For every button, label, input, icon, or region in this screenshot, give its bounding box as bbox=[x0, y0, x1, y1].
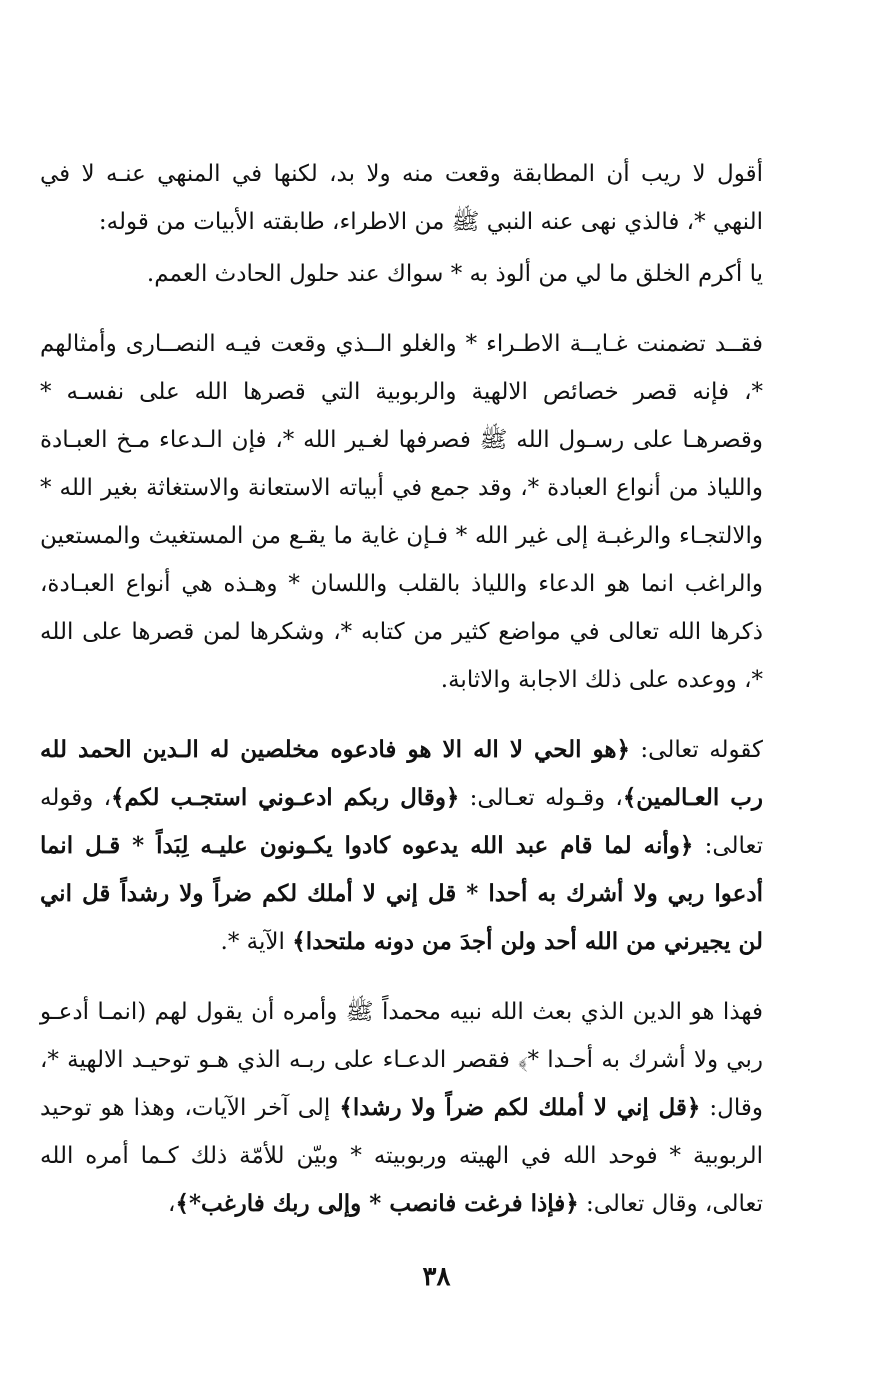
page-number: ٣٨ bbox=[422, 1262, 451, 1292]
quran-quote-1: ﴿هو الحي لا اله الا هو فادعوه مخلصين له الـدين الحمد لله رب العـالمين﴾ bbox=[40, 736, 763, 811]
paragraph-3 bbox=[40, 726, 763, 966]
paragraph-3-mid-2: ، وقوله تعالى: bbox=[40, 785, 764, 859]
poem-verse bbox=[40, 250, 763, 298]
paragraph-2 bbox=[40, 320, 763, 704]
poem-verse-text: يا أكرم الخلق ما لي من ألوذ به * سواك عند حلول الحادث العمم. bbox=[146, 261, 763, 287]
quran-quote-3: ﴿وأنه لما قام عبد الله يدعوه كادوا يكـونون عليـه لِبَداً * قـل انما أدعوا ربي ولا أشرك به أحدا * قل إني لا أملك لكم ضراً ولا رشداً قل اني لن يجيرني من الله أحد ولن أجدَ من دونه ملتحدا﴾ bbox=[40, 832, 763, 955]
paragraph-4-text-b: إلى آخر الآيات، وهذا هو توحيد الربوبية * فوحد الله في الهيته وربوبيته * وبيّن للأمّة ذلك كـما أمره الله تعالى، وقال تعالى: bbox=[40, 1095, 763, 1217]
quran-quote-2: ﴿وقال ربكم ادعـوني استجـب لكم﴾ bbox=[111, 784, 460, 811]
paragraph-4 bbox=[40, 988, 763, 1228]
paragraph-1-text: أقول لا ريب أن المطابقة وقعت منه ولا بد، لكنها في المنهي عنـه لا في النهي *، فالذي نهى عنه النبي ﷺ من الاطراء، طابقته الأبيات من قوله: bbox=[40, 161, 763, 235]
paragraph-4-text-a: فهذا هو الدين الذي بعث الله نبيه محمداً ﷺ وأمره أن يقول لهم (انمـا أدعـو ربي ولا أشرك به أحـدا *﴾ فقصر الدعـاء على ربـه الذي هـو توحيـد الالهية *، وقال: bbox=[40, 999, 763, 1121]
paragraph-3-mid-1: ، وقـوله تعـالى: bbox=[469, 785, 623, 811]
quran-quote-5: ﴿فإذا فرغت فانصب * وإلى ربك فارغب*﴾ bbox=[175, 1190, 579, 1217]
paragraph-2-text: فقــد تضمنت غـايــة الاطـراء * والغلو الــذي وقعت فيـه النصــارى وأمثالهم *، فإنه قصر خصائص الالهية والربوبية التي قصرها الله على نفسـه * وقصرهـا على رسـول الله ﷺ فصرفها لغـير الله *، فإن الـدعاء مـخ العبـادة واللياذ من أنواع العبادة *، وقد جمع في أبياته الاستعانة والاستغاثة بغير الله * والالتجـاء والرغبـة إلى غير الله * فـإن غاية ما يقـع من المستغيث والمستعين والراغب انما هو الدعاء واللياذ بالقلب واللسان * وهـذه هي أنواع العبـادة، ذكرها الله تعالى في مواضع كثير من كتابه *، وشكرها لمن قصرها على الله *، ووعده على ذلك الاجابة والاثابة. bbox=[40, 331, 763, 693]
page-body bbox=[40, 150, 763, 1228]
quran-quote-4: ﴿قل إني لا أملك لكم ضراً ولا رشدا﴾ bbox=[339, 1094, 701, 1121]
paragraph-4-end: ، bbox=[168, 1191, 176, 1217]
paragraph-1 bbox=[40, 150, 763, 246]
paragraph-3-end: الآية *. bbox=[220, 929, 293, 955]
paragraph-3-intro: كقوله تعالى: bbox=[640, 737, 764, 763]
